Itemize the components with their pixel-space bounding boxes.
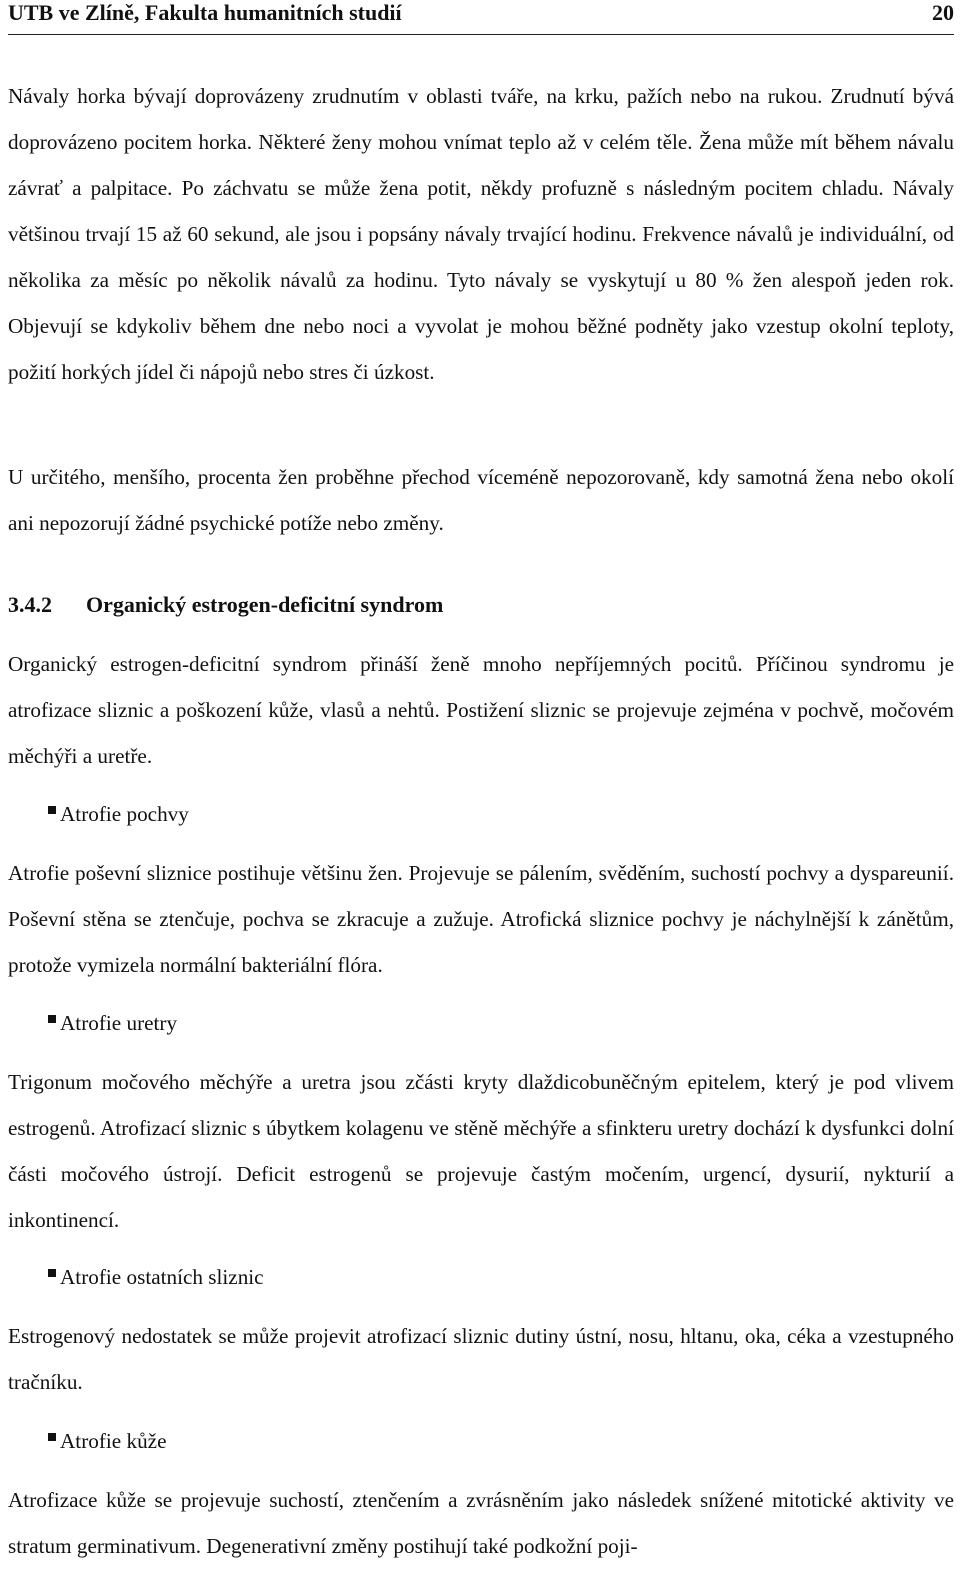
bullet-label: Atrofie ostatních sliznic bbox=[60, 1265, 264, 1289]
bullet-item-skin bbox=[48, 1424, 166, 1458]
bullet-label: Atrofie uretry bbox=[60, 1011, 178, 1035]
square-bullet-icon bbox=[48, 1015, 56, 1023]
section-title: Organický estrogen-deficitní syndrom bbox=[86, 592, 444, 617]
paragraph-urethral-atrophy: Trigonum močového měchýře a uretra jsou zčásti kryty dlaždicobuněčným epitelem, který je pod vlivem estrogenů. Atrofizací sliznic s úbytkem kolagenu ve stěně měchýře a sfinkteru uretry dochází k dysfunkci dolní části močového ústrojí. Deficit estrogenů se projevuje častým močením, urgencí, dysurií, nykturií a inkontinencí. bbox=[8, 1070, 954, 1232]
paragraph-unnoticed-transition: U určitého, menšího, procenta žen proběhne přechod víceméně nepozorovaně, kdy samotná žena nebo okolí ani nepozorují žádné psychické potíže nebo změny. bbox=[8, 465, 954, 535]
page-number: 20 bbox=[932, 0, 954, 25]
paragraph-syndrome-intro: Organický estrogen-deficitní syndrom přináší ženě mnoho nepříjemných pocitů. Příčinou syndromu je atrofizace sliznic a poškození kůže, vlasů a nehtů. Postižení sliznic se projevuje zejména v pochvě, močovém měchýři a uretře. bbox=[8, 652, 954, 768]
section-number: 3.4.2 bbox=[8, 592, 52, 617]
paragraph-other-mucosa: Estrogenový nedostatek se může projevit atrofizací sliznic dutiny ústní, nosu, hltanu, oka, céka a vzestupného tračníku. bbox=[8, 1324, 954, 1394]
square-bullet-icon bbox=[48, 1433, 56, 1441]
paragraph-vaginal-atrophy: Atrofie poševní sliznice postihuje většinu žen. Projevuje se pálením, svěděním, suchostí pochvy a dyspareunií. Poševní stěna se ztenčuje, pochva se zkracuje a zužuje. Atrofická sliznice pochvy je náchylnější k zánětům, protože vymizela normální bakteriální flóra. bbox=[8, 861, 954, 977]
bullet-item-vagina bbox=[48, 797, 189, 831]
square-bullet-icon bbox=[48, 1269, 56, 1277]
bullet-label: Atrofie kůže bbox=[60, 1429, 167, 1453]
paragraph-skin-atrophy: Atrofizace kůže se projevuje suchostí, ztenčením a zvrásněním jako následek snížené mitotické aktivity ve stratum germinativum. Degenerativní změny postihují také podkožní poji- bbox=[8, 1488, 954, 1558]
bullet-label: Atrofie pochvy bbox=[60, 802, 189, 826]
section-heading bbox=[8, 588, 954, 622]
square-bullet-icon bbox=[48, 806, 56, 814]
page-header bbox=[8, 0, 954, 35]
bullet-item-urethra bbox=[48, 1006, 177, 1040]
paragraph-hot-flashes: Návaly horka bývají doprovázeny zrudnutím v oblasti tváře, na krku, pažích nebo na rukou. Zrudnutí bývá doprovázeno pocitem horka. Některé ženy mohou vnímat teplo až v celém těle. Žena může mít během návalu závrať a palpitace. Po záchvatu se může žena potit, někdy profuzně s následným pocitem chladu. Návaly většinou trvají 15 až 60 sekund, ale jsou i popsány návaly trvající hodinu. Frekvence návalů je individuální, od několika za měsíc po několik návalů za hodinu. Tyto návaly se vyskytují u 80 % žen alespoň jeden rok. Objevují se kdykoliv během dne nebo noci a vyvolat je mohou běžné podněty jako vzestup okolní teploty, požití horkých jídel či nápojů nebo stres či úzkost. bbox=[8, 84, 954, 384]
bullet-item-other-mucosa bbox=[48, 1260, 264, 1294]
header-title: UTB ve Zlíně, Fakulta humanitních studií bbox=[8, 0, 402, 25]
